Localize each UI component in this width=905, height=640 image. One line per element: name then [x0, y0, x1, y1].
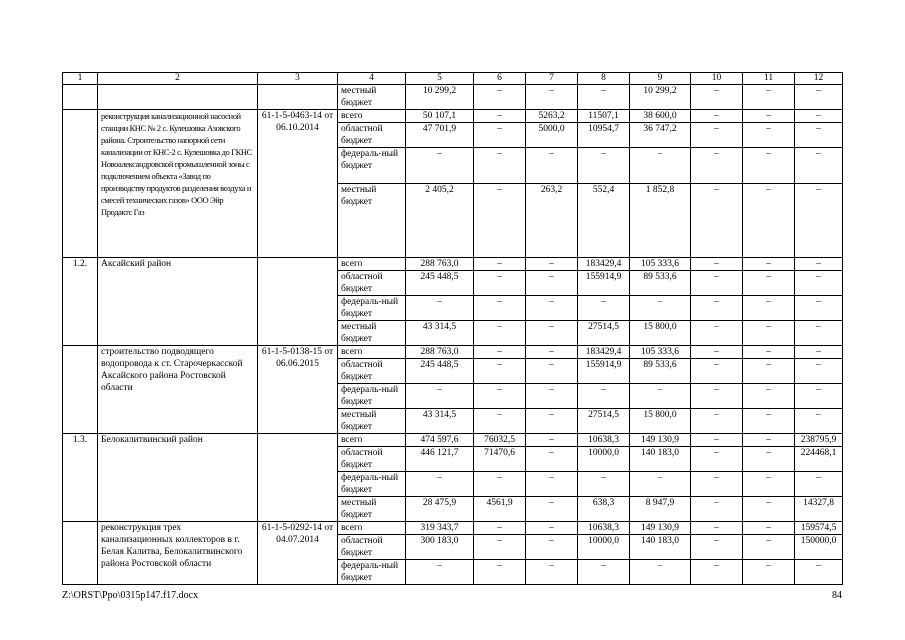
value-cell: – [691, 184, 743, 258]
value-cell: – [743, 497, 795, 522]
value-cell: 149 130,9 [630, 522, 691, 535]
value-cell: – [526, 85, 578, 110]
column-number: 9 [630, 73, 691, 85]
value-cell: 105 333,6 [630, 346, 691, 359]
value-cell: 28 475,9 [406, 497, 474, 522]
value-cell: – [743, 123, 795, 148]
table-row [63, 85, 843, 110]
value-cell: – [474, 85, 526, 110]
row-index: 1.2. [63, 258, 98, 346]
value-cell: – [630, 560, 691, 585]
value-cell: 50 107,1 [406, 110, 474, 123]
value-cell: 10 299,2 [406, 85, 474, 110]
funding-source: всего [338, 522, 406, 535]
value-cell: 149 130,9 [630, 434, 691, 447]
value-cell: – [795, 560, 843, 585]
funding-source: всего [338, 434, 406, 447]
document-path: Z:\ORST\Ppo\0315p147.f17.docx [62, 590, 199, 601]
value-cell: 47 701,9 [406, 123, 474, 148]
funding-source: всего [338, 110, 406, 123]
value-cell: 140 183,0 [630, 535, 691, 560]
value-cell: – [795, 472, 843, 497]
value-cell: – [526, 296, 578, 321]
value-cell: – [743, 271, 795, 296]
value-cell: – [691, 522, 743, 535]
funding-source: всего [338, 258, 406, 271]
value-cell: – [691, 110, 743, 123]
value-cell: – [474, 384, 526, 409]
value-cell: – [795, 359, 843, 384]
value-cell: – [474, 296, 526, 321]
column-number-row [63, 73, 843, 85]
value-cell: – [526, 434, 578, 447]
value-cell: 5263,2 [526, 110, 578, 123]
value-cell: – [743, 535, 795, 560]
value-cell: 474 597,6 [406, 434, 474, 447]
value-cell: 76032,5 [474, 434, 526, 447]
value-cell: – [474, 123, 526, 148]
object-name: реконструкция канализационной насосной станции КНС № 2 с. Кулешовка Азовского района. Строительство напорной сети канализации от КНС-2 с. Кулешовка до ГКНС Новоалександровской промышленной зоны с подключением объекта «Завод по производству продуктов разделения воздуха и смесей технических газов» ООО Эйр Продактс Газ [98, 110, 258, 258]
value-cell: 5000,0 [526, 123, 578, 148]
column-number: 6 [474, 73, 526, 85]
value-cell: – [526, 560, 578, 585]
value-cell: – [578, 148, 630, 184]
value-cell: – [795, 346, 843, 359]
value-cell: 71470,6 [474, 447, 526, 472]
row-index [63, 110, 98, 258]
funding-source: федераль-ный бюджет [338, 296, 406, 321]
value-cell: 43 314,5 [406, 409, 474, 434]
value-cell: – [578, 384, 630, 409]
funding-source: федераль-ный бюджет [338, 472, 406, 497]
column-number: 2 [98, 73, 258, 85]
value-cell: – [795, 123, 843, 148]
value-cell: – [743, 560, 795, 585]
value-cell: 263,2 [526, 184, 578, 258]
value-cell: – [743, 184, 795, 258]
expertise-ref [258, 434, 338, 522]
value-cell: – [474, 110, 526, 123]
object-name: строительство подводящего водопровода к ст. Старочеркасской Аксайского района Ростовской области [98, 346, 258, 434]
value-cell: 105 333,6 [630, 258, 691, 271]
expertise-ref: 61-1-5-0292-14 от 04.07.2014 [258, 522, 338, 585]
value-cell: 10000,0 [578, 535, 630, 560]
value-cell: – [743, 409, 795, 434]
value-cell: 183429,4 [578, 258, 630, 271]
value-cell: – [795, 271, 843, 296]
value-cell: – [474, 472, 526, 497]
value-cell: 89 533,6 [630, 359, 691, 384]
value-cell: – [406, 296, 474, 321]
value-cell: – [474, 522, 526, 535]
value-cell: – [743, 384, 795, 409]
value-cell: – [691, 346, 743, 359]
object-name: Аксайский район [98, 258, 258, 346]
value-cell: – [691, 85, 743, 110]
value-cell: – [630, 384, 691, 409]
expertise-ref: 61-1-5-0138-15 от 06.06.2015 [258, 346, 338, 434]
value-cell: – [691, 258, 743, 271]
value-cell: – [691, 359, 743, 384]
value-cell: – [743, 321, 795, 346]
value-cell: 224468,1 [795, 447, 843, 472]
value-cell: – [743, 346, 795, 359]
value-cell: 15 800,0 [630, 321, 691, 346]
value-cell: – [691, 535, 743, 560]
value-cell: 38 600,0 [630, 110, 691, 123]
value-cell: 638,3 [578, 497, 630, 522]
table-row [63, 522, 843, 535]
column-number: 1 [63, 73, 98, 85]
column-number: 12 [795, 73, 843, 85]
funding-source: местный бюджет [338, 85, 406, 110]
value-cell: 155914,9 [578, 271, 630, 296]
value-cell: 300 183,0 [406, 535, 474, 560]
value-cell: 288 763,0 [406, 258, 474, 271]
value-cell: – [795, 110, 843, 123]
table-row [63, 110, 843, 123]
value-cell: – [795, 409, 843, 434]
value-cell: – [526, 148, 578, 184]
value-cell: – [526, 522, 578, 535]
column-number: 7 [526, 73, 578, 85]
value-cell: 159574,5 [795, 522, 843, 535]
value-cell: 140 183,0 [630, 447, 691, 472]
value-cell: – [691, 560, 743, 585]
row-index: 1.3. [63, 434, 98, 522]
value-cell: – [743, 258, 795, 271]
value-cell: – [743, 110, 795, 123]
value-cell: – [526, 271, 578, 296]
value-cell: – [691, 409, 743, 434]
value-cell: – [691, 434, 743, 447]
value-cell: – [526, 258, 578, 271]
value-cell: – [526, 535, 578, 560]
value-cell: – [474, 359, 526, 384]
value-cell: – [474, 321, 526, 346]
expertise-ref [258, 258, 338, 346]
value-cell: – [691, 472, 743, 497]
value-cell: – [578, 296, 630, 321]
row-index [63, 85, 98, 110]
value-cell: – [630, 296, 691, 321]
funding-source: местный бюджет [338, 497, 406, 522]
value-cell: – [578, 472, 630, 497]
value-cell: – [743, 296, 795, 321]
value-cell: 245 448,5 [406, 359, 474, 384]
value-cell: 36 747,2 [630, 123, 691, 148]
budget-table [62, 72, 843, 585]
value-cell: 11507,1 [578, 110, 630, 123]
object-name: реконструкция трех канализационных коллекторов в г. Белая Калитва, Белокалитвинского района Ростовской области [98, 522, 258, 585]
value-cell: – [795, 184, 843, 258]
value-cell: – [526, 321, 578, 346]
value-cell: – [578, 85, 630, 110]
expertise-ref [258, 85, 338, 110]
value-cell: 43 314,5 [406, 321, 474, 346]
value-cell: – [474, 409, 526, 434]
value-cell: – [743, 148, 795, 184]
value-cell: – [795, 296, 843, 321]
value-cell: – [691, 123, 743, 148]
value-cell: – [526, 409, 578, 434]
value-cell: 552,4 [578, 184, 630, 258]
value-cell: – [795, 321, 843, 346]
value-cell: – [526, 346, 578, 359]
value-cell: – [691, 148, 743, 184]
expertise-ref: 61-1-5-0463-14 от 06.10.2014 [258, 110, 338, 258]
value-cell: – [691, 384, 743, 409]
value-cell: – [630, 148, 691, 184]
value-cell: – [406, 148, 474, 184]
value-cell: – [578, 560, 630, 585]
value-cell: 10954,7 [578, 123, 630, 148]
funding-source: федераль-ный бюджет [338, 560, 406, 585]
funding-source: областной бюджет [338, 123, 406, 148]
row-index [63, 522, 98, 585]
value-cell: – [474, 535, 526, 560]
value-cell: – [474, 346, 526, 359]
value-cell: 10638,3 [578, 522, 630, 535]
funding-source: федераль-ный бюджет [338, 148, 406, 184]
value-cell: – [474, 148, 526, 184]
value-cell: 1 852,8 [630, 184, 691, 258]
value-cell: – [795, 384, 843, 409]
value-cell: – [526, 359, 578, 384]
value-cell: 288 763,0 [406, 346, 474, 359]
value-cell: – [691, 296, 743, 321]
funding-source: областной бюджет [338, 359, 406, 384]
value-cell: 27514,5 [578, 321, 630, 346]
value-cell: 8 947,9 [630, 497, 691, 522]
value-cell: – [406, 472, 474, 497]
value-cell: 89 533,6 [630, 271, 691, 296]
value-cell: – [691, 447, 743, 472]
value-cell: – [743, 434, 795, 447]
value-cell: – [795, 258, 843, 271]
funding-source: областной бюджет [338, 535, 406, 560]
value-cell: – [795, 148, 843, 184]
value-cell: – [691, 497, 743, 522]
value-cell: – [630, 472, 691, 497]
value-cell: – [406, 560, 474, 585]
value-cell: – [691, 271, 743, 296]
funding-source: всего [338, 346, 406, 359]
table-row [63, 434, 843, 447]
column-number: 4 [338, 73, 406, 85]
column-number: 11 [743, 73, 795, 85]
value-cell: 183429,4 [578, 346, 630, 359]
value-cell: – [474, 184, 526, 258]
value-cell: – [526, 472, 578, 497]
value-cell: – [743, 85, 795, 110]
column-number: 5 [406, 73, 474, 85]
object-name [98, 85, 258, 110]
value-cell: – [743, 522, 795, 535]
value-cell: – [743, 447, 795, 472]
value-cell: – [474, 271, 526, 296]
funding-source: федераль-ный бюджет [338, 384, 406, 409]
value-cell: – [743, 359, 795, 384]
value-cell: 10638,3 [578, 434, 630, 447]
value-cell: – [526, 384, 578, 409]
value-cell: 446 121,7 [406, 447, 474, 472]
funding-source: местный бюджет [338, 409, 406, 434]
value-cell: – [743, 472, 795, 497]
column-number: 3 [258, 73, 338, 85]
value-cell: 15 800,0 [630, 409, 691, 434]
value-cell: 10000,0 [578, 447, 630, 472]
value-cell: – [526, 497, 578, 522]
table-row [63, 258, 843, 271]
object-name: Белокалитвинский район [98, 434, 258, 522]
value-cell: – [474, 560, 526, 585]
funding-source: областной бюджет [338, 447, 406, 472]
value-cell: – [526, 447, 578, 472]
value-cell: 4561,9 [474, 497, 526, 522]
value-cell: – [474, 258, 526, 271]
value-cell: 150000,0 [795, 535, 843, 560]
row-index [63, 346, 98, 434]
funding-source: областной бюджет [338, 271, 406, 296]
value-cell: 155914,9 [578, 359, 630, 384]
value-cell: 14327,8 [795, 497, 843, 522]
value-cell: 27514,5 [578, 409, 630, 434]
page-number: 84 [832, 590, 842, 601]
funding-source: местный бюджет [338, 184, 406, 258]
column-number: 10 [691, 73, 743, 85]
value-cell: – [691, 321, 743, 346]
value-cell: 238795,9 [795, 434, 843, 447]
value-cell: 319 343,7 [406, 522, 474, 535]
table-row [63, 346, 843, 359]
value-cell: 10 299,2 [630, 85, 691, 110]
column-number: 8 [578, 73, 630, 85]
value-cell: – [406, 384, 474, 409]
value-cell: 245 448,5 [406, 271, 474, 296]
funding-source: местный бюджет [338, 321, 406, 346]
value-cell: 2 405,2 [406, 184, 474, 258]
value-cell: – [795, 85, 843, 110]
